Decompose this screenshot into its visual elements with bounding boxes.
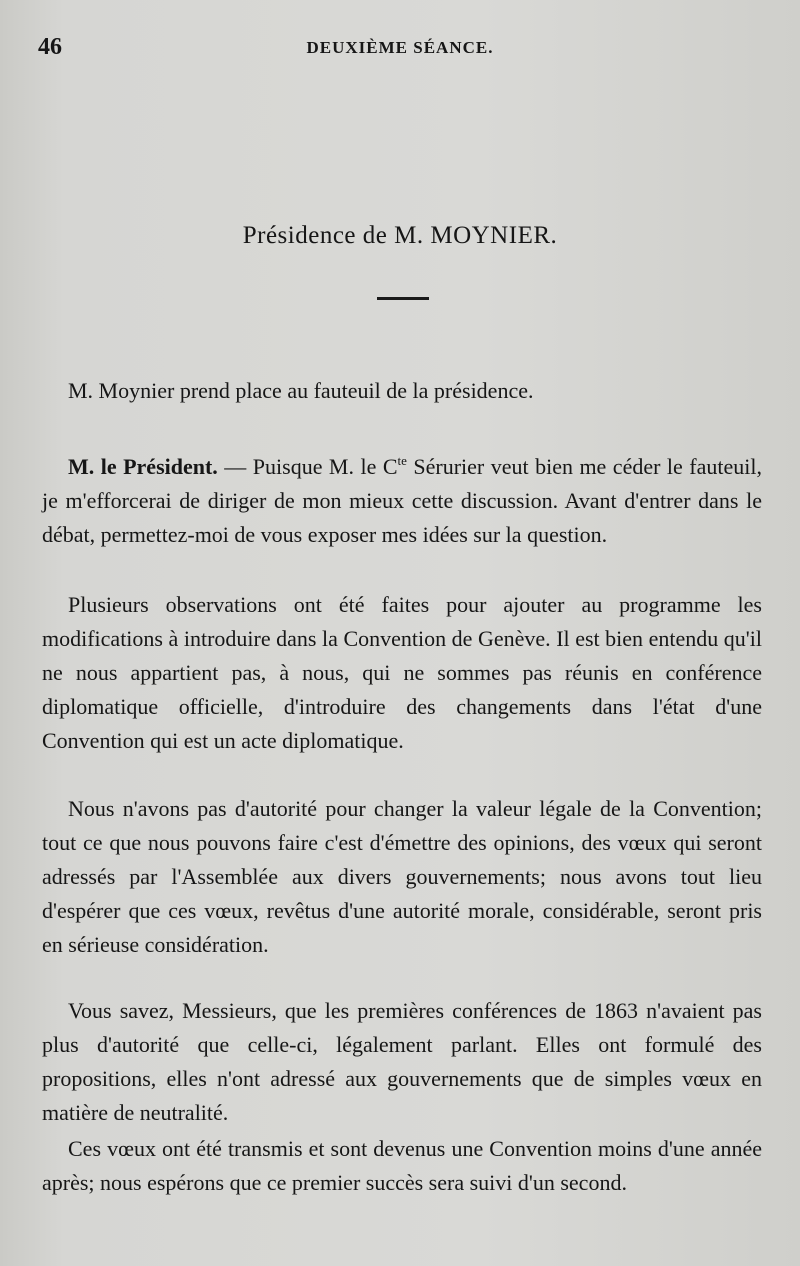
section-title: Présidence de M. MOYNIER. (242, 222, 558, 249)
paragraph-text: Sérurier veut bien me céder le fauteuil, je m'efforcerai de diriger de mon mieux cette discussion. Avant d'entrer dans le débat, permettez-moi de vous exposer mes idées sur la question. (42, 454, 762, 547)
page-number: 46 (38, 34, 62, 60)
title-divider (377, 297, 429, 300)
body-paragraph: Ces vœux ont été transmis et sont devenus une Convention moins d'une année après; nous espérons que ce premier succès sera suivi d'un second. (42, 1136, 762, 1195)
paragraph-text: — Puisque M. le C (217, 454, 398, 479)
speaker-name: M. le Président. (68, 454, 218, 479)
page-header (38, 34, 762, 64)
running-head: DEUXIÈME SÉANCE. (306, 38, 494, 57)
superscript-abbreviation: te (397, 453, 407, 468)
intro-paragraph: M. Moynier prend place au fauteuil de la présidence. (68, 378, 534, 403)
body-paragraph: Plusieurs observations ont été faites pour ajouter au programme les modifications à introduire dans la Convention de Genève. Il est bien entendu qu'il ne nous appartient pas, à nous, qui ne sommes pas réunis en conférence diplomatique officielle, d'introduire des changements dans l'état d'une Convention qui est un acte diplomatique. (42, 592, 762, 753)
body-paragraph: Vous savez, Messieurs, que les premières conférences de 1863 n'avaient pas plus d'autorité que celle-ci, légalement parlant. Elles ont formulé des propositions, elles n'ont adressé aux gouvernements que de simples vœux en matière de neutralité. (42, 998, 762, 1125)
body-paragraph: Nous n'avons pas d'autorité pour changer la valeur légale de la Convention; tout ce que nous pouvons faire c'est d'émettre des opinions, des vœux qui seront adressés par l'Assemblée aux divers gouvernements; nous avons tout lieu d'espérer que ces vœux, revêtus d'une autorité morale, considérable, seront pris en sérieuse considération. (42, 796, 762, 957)
speech-paragraph (42, 450, 762, 552)
